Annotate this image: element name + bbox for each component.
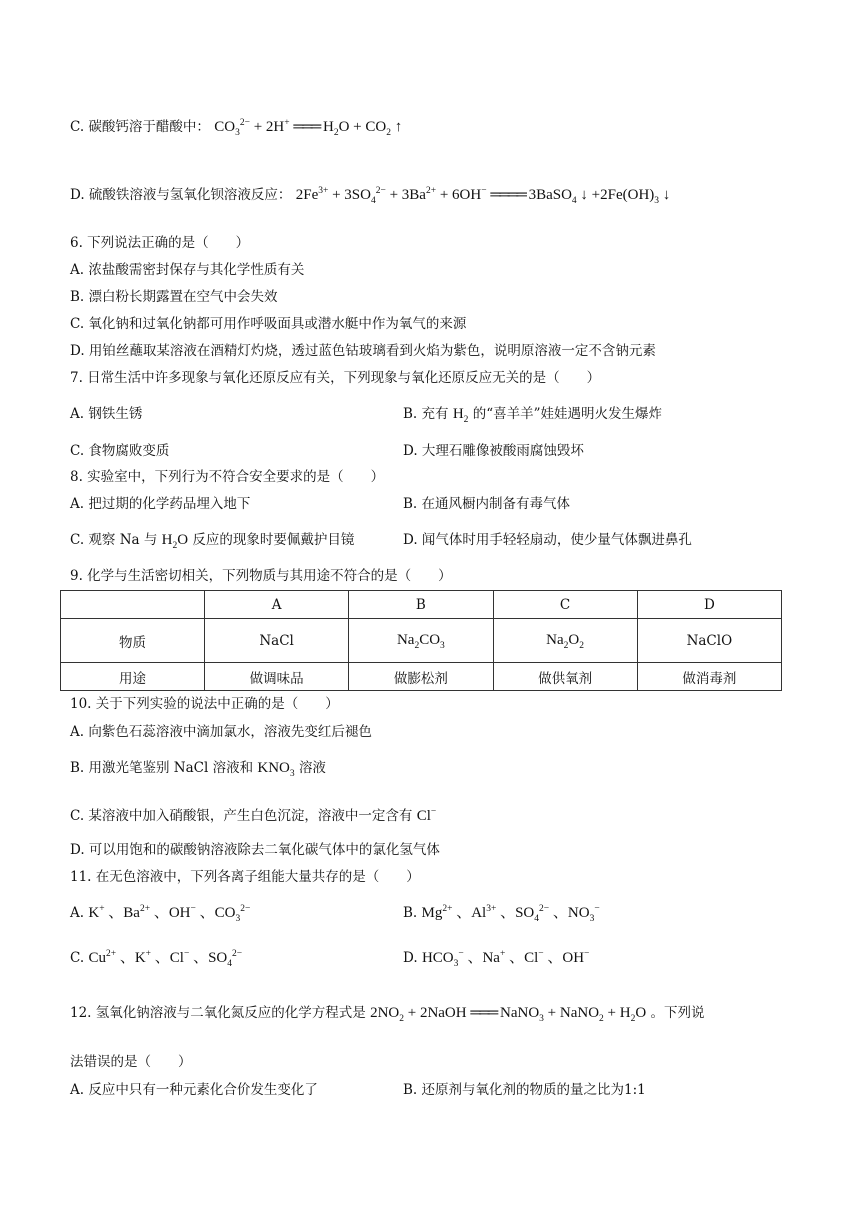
q9-substance-a: NaCl <box>205 619 349 663</box>
q9-substance-d: NaClO <box>637 619 781 663</box>
q11-option-c <box>70 948 242 968</box>
q11-option-d <box>403 948 589 968</box>
q10-chloride-formula: Cl− <box>416 807 437 824</box>
q5-option-d-equation: $2Fe^{3+} + 3SO_4^{2-} + 3Ba^{2+} + 6OH^-$ ════ 3BaSO$_4$ ↓ $+2Fe(OH)_3$ ↓ <box>295 186 671 206</box>
q10-option-c <box>70 806 436 826</box>
q9-use-label: 用途 <box>61 663 205 691</box>
q11-option-b <box>403 903 600 923</box>
q11-option-a <box>70 903 250 923</box>
q8-water-formula: $H_2O$ <box>161 532 189 551</box>
q11-option-c-ions: $Cu^{2+}$ 、K+ 、Cl− 、$SO_4^{2-}$ <box>88 949 243 969</box>
q5-option-c-equation: $CO_3^{2-} + 2H^+$ ═══ $H_2O + CO_2$ ↑ <box>214 118 403 138</box>
q12-stem-pre: 12. 氢氧化钠溶液与二氧化氮反应的化学方程式是 <box>70 1005 366 1021</box>
q12-stem-continued: 法错误的是（ ） <box>70 1054 192 1070</box>
q9-use-a: 做调味品 <box>205 663 349 691</box>
q9-table-header-d: D <box>637 591 781 619</box>
q8-option-c <box>70 530 354 550</box>
q9-substance-label: 物质 <box>61 619 205 663</box>
q8-option-d: D. 闻气体时用手轻轻扇动，使少量气体飘进鼻孔 <box>403 532 692 548</box>
q5-option-d-text: D. 硫酸铁溶液与氢氧化钡溶液反应： <box>70 187 292 203</box>
q10-kno3-formula: $KNO_3$ <box>257 760 295 779</box>
q7-option-c: C. 食物腐败变质 <box>70 443 170 459</box>
q10-option-c-text: C. 某溶液中加入硝酸银，产生白色沉淀，溶液中一定含有 <box>70 808 413 824</box>
q9-use-d: 做消毒剂 <box>637 663 781 691</box>
q10-option-b-post: 溶液 <box>298 760 326 776</box>
q9-table <box>60 590 782 691</box>
q6-stem: 6. 下列说法正确的是（ ） <box>70 235 250 251</box>
q9-table-use-row <box>61 663 782 691</box>
q8-option-c-pre: C. 观察 Na 与 <box>70 532 158 548</box>
q11-option-a-ions: K+ 、$Ba^{2+}$ 、OH− 、$CO_3^{2-}$ <box>88 904 251 924</box>
q12-equation: $2NO_2$ + 2NaOH ═══ NaNO$_3$ + NaNO$_2$ + $H_2O$ <box>370 1005 647 1024</box>
q9-stem: 9. 化学与生活密切相关，下列物质与其用途不符合的是（ ） <box>70 568 452 584</box>
q11-option-d-letter: D. <box>403 950 418 966</box>
q9-table-substance-row <box>61 619 782 663</box>
q12-option-b: B. 还原剂与氧化剂的物质的量之比为1:1 <box>403 1082 646 1098</box>
q11-option-c-letter: C. <box>70 950 85 966</box>
q10-option-d: D. 可以用饱和的碳酸钠溶液除去二氧化碳气体中的氯化氢气体 <box>70 842 440 858</box>
q6-option-c: C. 氧化钠和过氧化钠都可用作呼吸面具或潜水艇中作为氧气的来源 <box>70 316 467 332</box>
q7-option-b-pre: B. 充有 <box>403 406 449 422</box>
q9-table-header-row <box>61 591 782 619</box>
q7-stem: 7. 日常生活中许多现象与氧化还原反应有关，下列现象与氧化还原反应无关的是（ ） <box>70 370 601 386</box>
q7-option-b-post: 的“喜羊羊”娃娃遇明火发生爆炸 <box>472 406 663 422</box>
q10-option-b <box>70 758 326 778</box>
q7-option-a: A. 钢铁生锈 <box>70 406 143 422</box>
q8-option-b: B. 在通风橱内制备有毒气体 <box>403 496 571 512</box>
q10-option-b-pre: B. 用激光笔鉴别 NaCl 溶液和 <box>70 760 254 776</box>
q6-option-a: A. 浓盐酸需密封保存与其化学性质有关 <box>70 262 305 278</box>
q9-table-header-a: A <box>205 591 349 619</box>
q12-stem <box>70 1003 704 1023</box>
q5-option-c-text: C. 碳酸钙溶于醋酸中： <box>70 119 210 135</box>
q6-option-b: B. 漂白粉长期露置在空气中会失效 <box>70 289 278 305</box>
q9-substance-b: $Na_2CO_3$ <box>349 619 493 663</box>
q11-option-b-letter: B. <box>403 905 418 921</box>
q10-option-a: A. 向紫色石蕊溶液中滴加氯水，溶液先变红后褪色 <box>70 724 372 740</box>
q11-option-a-letter: A. <box>70 905 85 921</box>
q9-use-c: 做供氧剂 <box>493 663 637 691</box>
q9-table-header-b: B <box>349 591 493 619</box>
q5-option-d <box>70 185 670 205</box>
q10-stem: 10. 关于下列实验的说法中正确的是（ ） <box>70 696 339 712</box>
q7-option-d: D. 大理石雕像被酸雨腐蚀毁坏 <box>403 443 584 459</box>
q5-option-c <box>70 117 402 137</box>
q12-option-a: A. 反应中只有一种元素化合价发生变化了 <box>70 1082 318 1098</box>
q8-stem: 8. 实验室中，下列行为不符合安全要求的是（ ） <box>70 469 385 485</box>
q11-stem: 11. 在无色溶液中，下列各离子组能大量共存的是（ ） <box>70 869 420 885</box>
q9-substance-c: $Na_2O_2$ <box>493 619 637 663</box>
q9-use-b: 做膨松剂 <box>349 663 493 691</box>
q11-option-d-ions: $HCO_3^-$ 、Na+ 、Cl− 、OH− <box>421 949 590 969</box>
q11-option-b-ions: $Mg^{2+}$ 、$Al^{3+}$ 、$SO_4^{2-}$ 、$NO_3^-$ <box>421 904 600 924</box>
q6-option-d: D. 用铂丝蘸取某溶液在酒精灯灼烧，透过蓝色钴玻璃看到火焰为紫色，说明原溶液一定不含钠元素 <box>70 343 656 359</box>
q12-stem-post: 。下列说 <box>650 1005 705 1021</box>
q8-option-a: A. 把过期的化学药品埋入地下 <box>70 496 251 512</box>
q9-table-corner <box>61 591 205 619</box>
q8-option-c-post: 反应的现象时要佩戴护目镜 <box>192 532 355 548</box>
q7-option-b <box>403 404 662 424</box>
q7-hydrogen-formula: $H_2$ <box>452 406 469 425</box>
q9-table-header-c: C <box>493 591 637 619</box>
